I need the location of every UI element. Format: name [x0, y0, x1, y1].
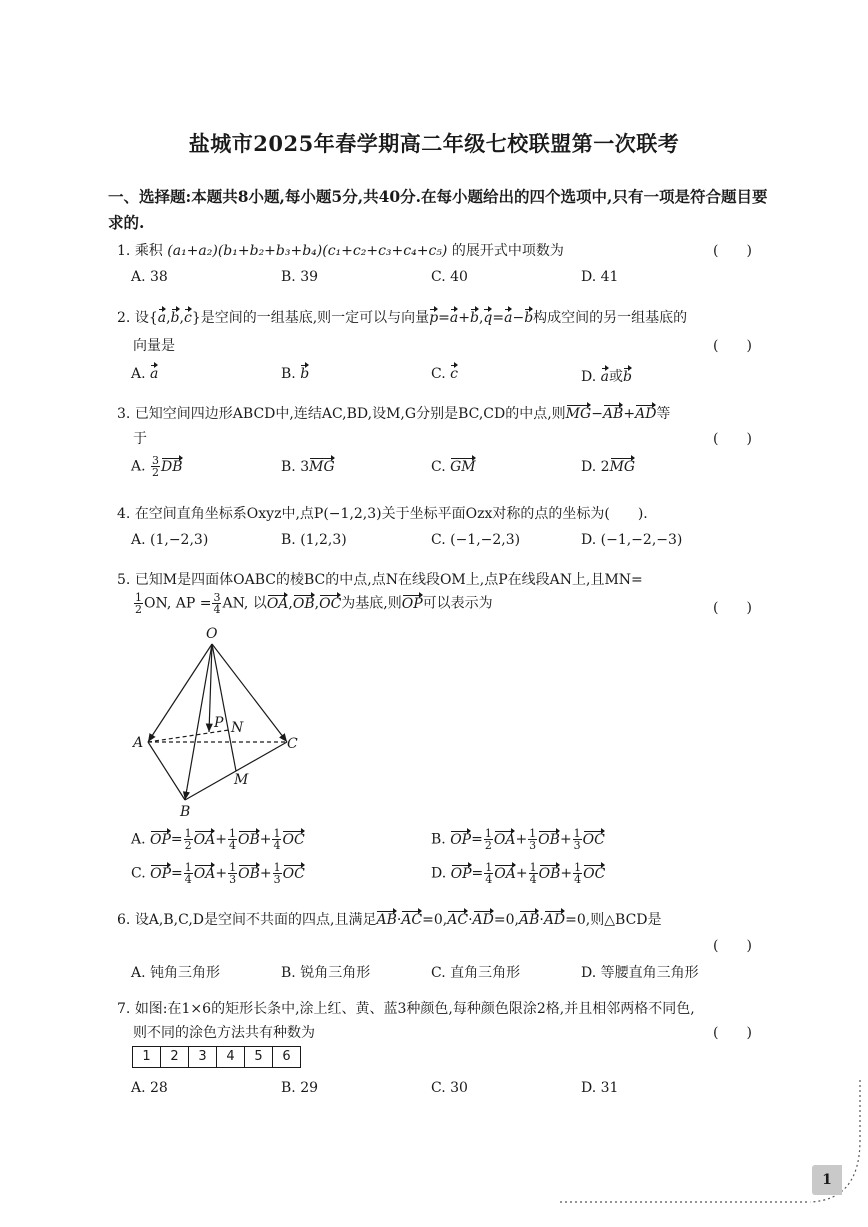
label-M: M	[234, 772, 249, 788]
q1-stem-b: 的展开式中项数为	[447, 243, 564, 259]
q6-number: 6.	[117, 912, 131, 928]
grid-cell: 3	[189, 1047, 217, 1067]
label-A: A	[133, 735, 144, 751]
q6-option-b: B. 锐角三角形	[281, 965, 371, 981]
q6-text-b: 则△BCD是	[590, 912, 662, 928]
grid-cell: 6	[282, 1049, 291, 1064]
question-5	[117, 569, 643, 589]
q6-text-a: 设A,B,C,D是空间不共面的四点,且满足	[134, 912, 377, 928]
q6-option-a: A. 钝角三角形	[131, 965, 221, 981]
grid-cell: 4	[217, 1047, 245, 1067]
q6-answer-paren: ( )	[713, 938, 752, 954]
label-C: C	[287, 736, 298, 752]
q3-number: 3.	[117, 406, 131, 422]
edge-AB	[148, 742, 185, 800]
q2-number: 2.	[117, 310, 131, 326]
q2-line-2: 向量是	[133, 338, 175, 354]
exam-title: 盐城市2025年春学期高二年级七校联盟第一次联考	[188, 131, 680, 156]
q2-text-a: 设	[134, 310, 149, 326]
q1-number: 1.	[117, 243, 131, 259]
q6-condition: AB·AC=0,AC·AD=0,AB·AD=0,	[376, 912, 591, 928]
q6-option-d: D. 等腰直角三角形	[581, 965, 699, 981]
q5-answer-paren: ( )	[713, 600, 752, 616]
q5-text: 已知M是四面体OABC的棱BC的中点,点N在线段OM上,点P在线段AN上,且MN=	[134, 572, 643, 588]
q3-option-b: B. 3MG	[281, 459, 335, 475]
q2-text-b: 是空间的一组基底,则一定可以与向量	[200, 310, 430, 326]
q1-answer-paren: ( )	[713, 243, 752, 259]
q2-basis-set: {a,b,c}	[148, 310, 201, 326]
q6-option-c: C. 直角三角形	[431, 965, 521, 981]
q1-option-b: B. 39	[281, 269, 319, 285]
tetrahedron-figure	[130, 622, 310, 822]
grid-cell: 5	[245, 1047, 273, 1067]
q2-text-c: 构成空间的另一组基底的	[533, 310, 688, 326]
q5-option-d: D. OP= $\frac{1}{4}$ OA+ $\frac{1}{4}$ OB+ $\frac{1}{4}$ OC	[431, 861, 606, 886]
q4-option-b: B. (1,2,3)	[281, 532, 347, 548]
q7-number: 7.	[117, 1001, 131, 1017]
q7-answer-paren: ( )	[713, 1025, 752, 1041]
label-B: B	[180, 804, 191, 820]
q5-number: 5.	[117, 572, 131, 588]
question-6	[117, 909, 662, 929]
segment-AN	[148, 730, 229, 742]
question-2	[117, 307, 687, 327]
q1-stem-a: 乘积	[134, 243, 168, 259]
label-N: N	[231, 720, 244, 736]
label-O: O	[206, 626, 218, 642]
q2-option-c: C. c	[431, 366, 458, 382]
q3-text-end: 等	[656, 406, 671, 422]
q5-option-a: A. OP= $\frac{1}{2}$ OA+ $\frac{1}{4}$ OB+ $\frac{1}{4}$ OC	[131, 827, 305, 852]
question-4	[117, 503, 648, 523]
page-corner-decoration	[560, 1080, 868, 1227]
q2-vectors: p=a+b,q=a−b	[429, 310, 534, 326]
q4-number: 4.	[117, 506, 131, 522]
page-number: 1	[812, 1165, 842, 1195]
q4-option-c: C. (−1,−2,3)	[431, 532, 521, 548]
q2-answer-paren: ( )	[713, 338, 752, 354]
question-3	[117, 403, 670, 423]
q3-option-a: A. $\frac{3}{2}$ DB	[131, 454, 183, 479]
q7-line-2: 则不同的涂色方法共有种数为	[133, 1025, 315, 1041]
edge-OB	[185, 644, 212, 800]
q7-option-b: B. 29	[281, 1080, 319, 1096]
edge-OA	[148, 644, 212, 742]
q1-expression: (a₁+a₂)(b₁+b₂+b₃+b₄)(c₁+c₂+c₃+c₄+c₅)	[167, 243, 448, 259]
q4-text: 在空间直角坐标系Oxyz中,点P(−1,2,3)关于坐标平面Ozx对称的点的坐标为( ).	[134, 506, 648, 522]
q3-option-c: C. GM	[431, 459, 476, 475]
q3-answer-paren: ( )	[713, 431, 752, 447]
q3-text: 已知空间四边形ABCD中,连结AC,BD,设M,G分别是BC,CD的中点,则	[134, 406, 566, 422]
q2-option-d: D. a或b	[581, 369, 632, 385]
question-7	[117, 998, 695, 1018]
q1-option-c: C. 40	[431, 269, 468, 285]
q3-vector-expr: MG−AB+AD	[565, 406, 657, 422]
segment-OM	[212, 644, 236, 771]
q7-option-c: C. 30	[431, 1080, 468, 1096]
question-1	[117, 240, 564, 260]
q1-option-a: A. 38	[131, 269, 168, 285]
q7-option-a: A. 28	[131, 1080, 168, 1096]
section-header: 一、选择题:本题共8小题,每小题5分,共40分.在每小题给出的四个选项中,只有一项是符合题目要求的.	[108, 187, 768, 232]
q4-option-d: D. (−1,−2,−3)	[581, 532, 683, 548]
grid-cell: 1	[133, 1047, 161, 1067]
grid-cell: 2	[161, 1047, 189, 1067]
label-P: P	[214, 715, 224, 731]
q7-option-d: D. 31	[581, 1080, 619, 1096]
q7-text: 如图:在1×6的矩形长条中,涂上红、黄、蓝3种颜色,每种颜色限涂2格,并且相邻两格不同色,	[134, 1001, 695, 1017]
color-strip-grid	[132, 1046, 301, 1068]
q1-option-d: D. 41	[581, 269, 619, 285]
q5-option-c: C. OP= $\frac{1}{4}$ OA+ $\frac{1}{3}$ OB+ $\frac{1}{3}$ OC	[131, 861, 305, 886]
q2-option-b: B. b	[281, 366, 310, 382]
q5-line-2: $\frac{1}{2}$ ON, AP = $\frac{3}{4}$ AN, 以OA,OB,OC为基底,则OP可以表示为	[135, 591, 493, 616]
q4-option-a: A. (1,−2,3)	[131, 532, 209, 548]
q3-option-d: D. 2MG	[581, 459, 636, 475]
q3-line-2: 于	[133, 431, 147, 447]
q5-option-b: B. OP= $\frac{1}{2}$ OA+ $\frac{1}{3}$ OB+ $\frac{1}{3}$ OC	[431, 827, 605, 852]
q2-option-a: A. a	[131, 366, 159, 382]
